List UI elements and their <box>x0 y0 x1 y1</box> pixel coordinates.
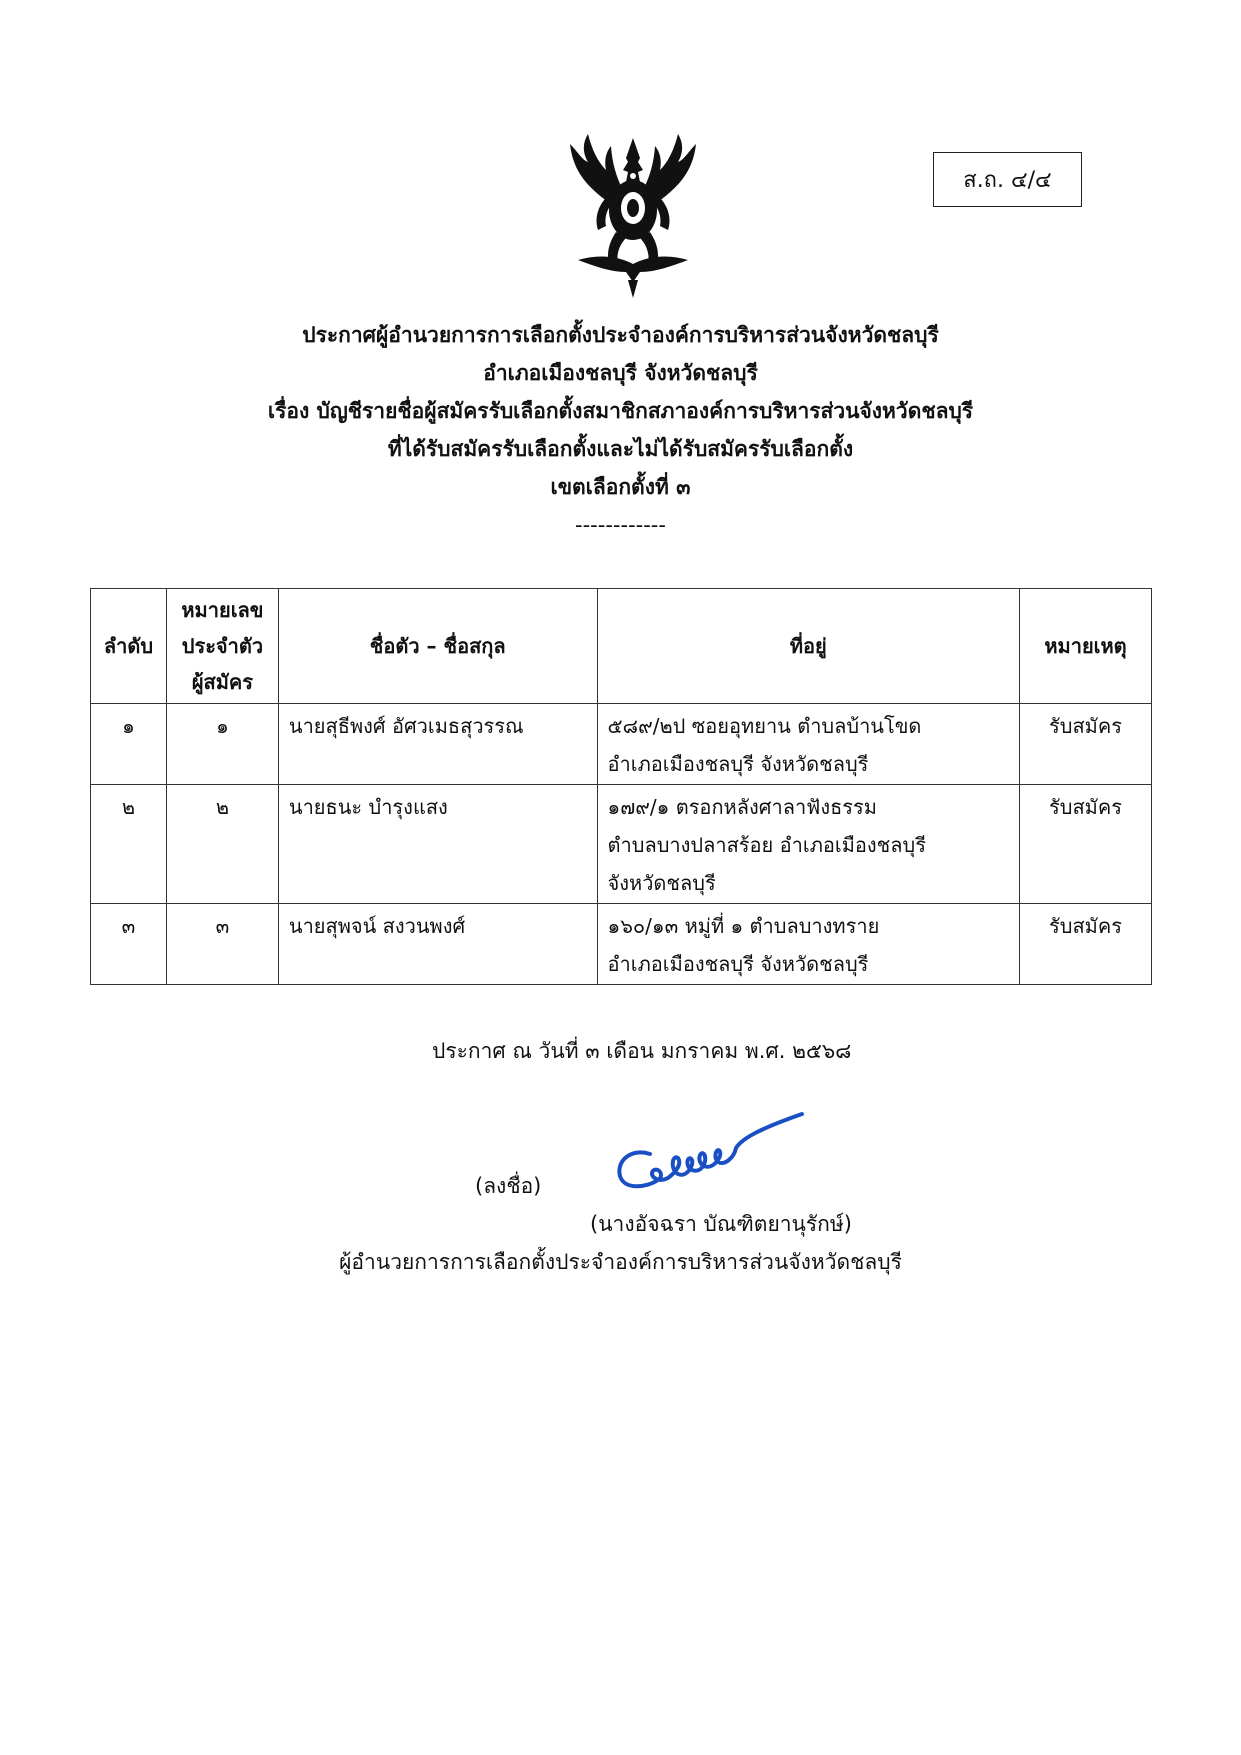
table-row <box>91 904 1152 985</box>
heading-divider: ------------ <box>575 513 666 537</box>
address-line: อำเภอเมืองชลบุรี จังหวัดชลบุรี <box>607 752 869 776</box>
cell-address <box>597 904 1020 985</box>
garuda-emblem-icon <box>548 132 718 300</box>
table-header-row <box>91 589 1152 704</box>
address-line: อำเภอเมืองชลบุรี จังหวัดชลบุรี <box>607 952 869 976</box>
address-line: ๑๗๙/๑ ตรอกหลังศาลาฟังธรรม <box>607 795 877 819</box>
address-line: ตำบลบางปลาสร้อย อำเภอเมืองชลบุรี <box>607 833 926 857</box>
header-number-line-2: ประจำตัว <box>181 634 264 658</box>
announcement-date: ประกาศ ณ วันที่ ๓ เดือน มกราคม พ.ศ. ๒๕๖๘ <box>432 1039 852 1063</box>
cell-order: ๓ <box>91 904 167 985</box>
heading-line-2: อำเภอเมืองชลบุรี จังหวัดชลบุรี <box>483 361 758 385</box>
heading-line-5: เขตเลือกตั้งที่ ๓ <box>550 475 691 499</box>
cell-number: ๓ <box>166 904 278 985</box>
cell-name: นายธนะ บำรุงแสง <box>278 785 597 904</box>
cell-remark: รับสมัคร <box>1020 704 1152 785</box>
header-number-line-3: ผู้สมัคร <box>191 670 254 694</box>
cell-number: ๑ <box>166 704 278 785</box>
header-remark: หมายเหตุ <box>1020 589 1152 704</box>
cell-address <box>597 785 1020 904</box>
form-code: ส.ถ. ๔/๔ <box>963 168 1052 193</box>
cell-remark: รับสมัคร <box>1020 785 1152 904</box>
cell-remark: รับสมัคร <box>1020 904 1152 985</box>
header-address: ที่อยู่ <box>597 589 1020 704</box>
cell-order: ๒ <box>91 785 167 904</box>
cell-address <box>597 704 1020 785</box>
address-line: จังหวัดชลบุรี <box>607 871 716 895</box>
cell-number: ๒ <box>166 785 278 904</box>
signer-title: ผู้อำนวยการการเลือกตั้งประจำองค์การบริหารส่วนจังหวัดชลบุรี <box>339 1250 902 1274</box>
signature-ink <box>619 1114 802 1186</box>
address-line: ๑๖๐/๑๓ หมู่ที่ ๑ ตำบลบางทราย <box>607 914 880 938</box>
document-heading <box>0 316 1241 544</box>
heading-line-1: ประกาศผู้อำนวยการการเลือกตั้งประจำองค์การบริหารส่วนจังหวัดชลบุรี <box>302 323 939 347</box>
table-row <box>91 704 1152 785</box>
form-code-box <box>933 152 1082 207</box>
header-order: ลำดับ <box>91 589 167 704</box>
heading-line-3: เรื่อง บัญชีรายชื่อผู้สมัครรับเลือกตั้งสมาชิกสภาองค์การบริหารส่วนจังหวัดชลบุรี <box>267 399 974 423</box>
heading-line-4: ที่ได้รับสมัครรับเลือกตั้งและไม่ได้รับสมัครรับเลือกตั้ง <box>387 437 854 461</box>
header-name: ชื่อตัว – ชื่อสกุล <box>278 589 597 704</box>
cell-name: นายสุธีพงศ์ อัศวเมธสุวรรณ <box>278 704 597 785</box>
address-line: ๕๘๙/๒ป ซอยอุทยาน ตำบลบ้านโขด <box>607 714 922 738</box>
header-number-line-1: หมายเลข <box>181 598 264 622</box>
cell-order: ๑ <box>91 704 167 785</box>
table-row <box>91 785 1152 904</box>
signed-label: (ลงชื่อ) <box>475 1174 542 1198</box>
cell-name: นายสุพจน์ สงวนพงศ์ <box>278 904 597 985</box>
candidate-table <box>90 588 1152 985</box>
handwritten-signature <box>612 1108 842 1198</box>
header-candidate-number <box>166 589 278 704</box>
signer-name: (นางอัจฉรา บัณฑิตยานุรักษ์) <box>590 1212 852 1236</box>
